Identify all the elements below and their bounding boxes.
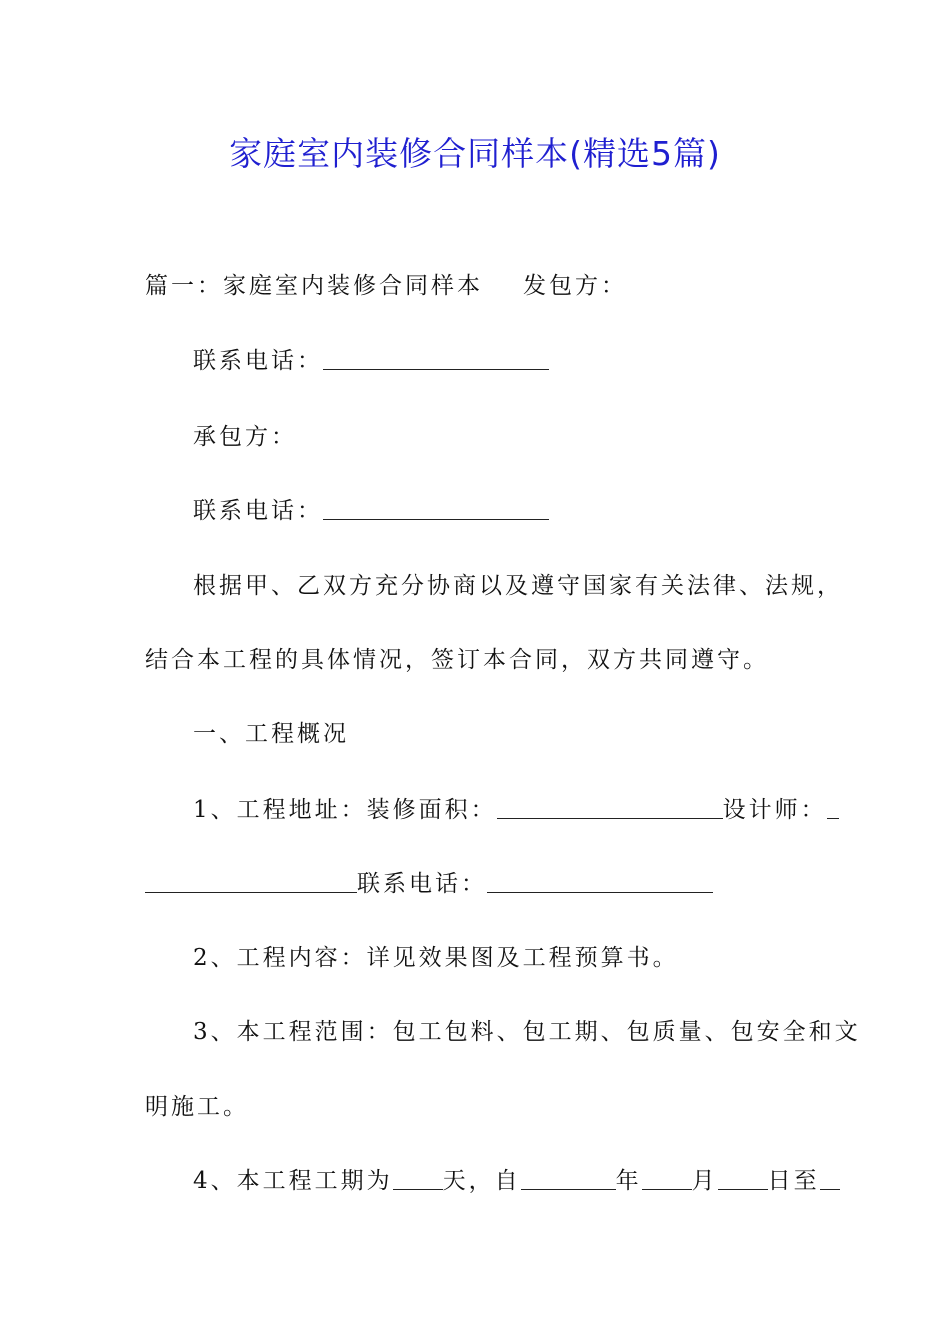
designer-name-blank (145, 870, 357, 893)
designer-blank (827, 796, 839, 819)
party-b-line (193, 422, 297, 452)
project-scope-line-1: 3、本工程范围：包工包料、包工期、包质量、包安全和文 (193, 1019, 861, 1045)
year-blank (521, 1167, 616, 1190)
party-a-label: 发包方： (523, 273, 627, 299)
party-b-label: 承包方： (193, 424, 297, 450)
party-a-line (145, 271, 627, 301)
end-date-blank (820, 1167, 840, 1190)
phone-label: 联系电话： (193, 498, 323, 524)
area-blank (497, 796, 723, 819)
duration-label: 4、本工程工期为 (193, 1168, 393, 1194)
phone-label: 联系电话： (357, 871, 487, 897)
day-label: 日至 (767, 1168, 820, 1194)
phone-blank (323, 347, 549, 370)
year-label: 年 (615, 1168, 642, 1194)
section-heading: 一、工程概况 (193, 721, 349, 747)
party-a-phone-line (193, 346, 549, 376)
phone-blank (487, 870, 713, 893)
month-blank (642, 1167, 692, 1190)
designer-label: 设计师： (722, 797, 827, 823)
designer-phone-line (145, 869, 713, 899)
document-title: 家庭室内装修合同样本(精选5篇) (229, 134, 721, 173)
chapter-heading: 篇一：家庭室内装修合同样本 (145, 273, 483, 299)
days-blank (393, 1167, 443, 1190)
days-label: 天，自 (442, 1168, 521, 1194)
project-content-line: 2、工程内容：详见效果图及工程预算书。 (193, 945, 679, 971)
project-address-line (193, 795, 839, 825)
project-duration-line (193, 1166, 840, 1196)
project-scope-line-2: 明施工。 (145, 1094, 249, 1120)
phone-blank (323, 497, 549, 520)
phone-label: 联系电话： (193, 348, 323, 374)
day-blank (718, 1167, 768, 1190)
address-area-label: 1、工程地址：装修面积： (193, 797, 497, 823)
paragraph-intro-2: 结合本工程的具体情况，签订本合同，双方共同遵守。 (145, 647, 769, 673)
paragraph-intro-1: 根据甲、乙双方充分协商以及遵守国家有关法律、法规， (193, 573, 843, 599)
party-b-phone-line (193, 496, 549, 526)
month-label: 月 (691, 1168, 718, 1194)
